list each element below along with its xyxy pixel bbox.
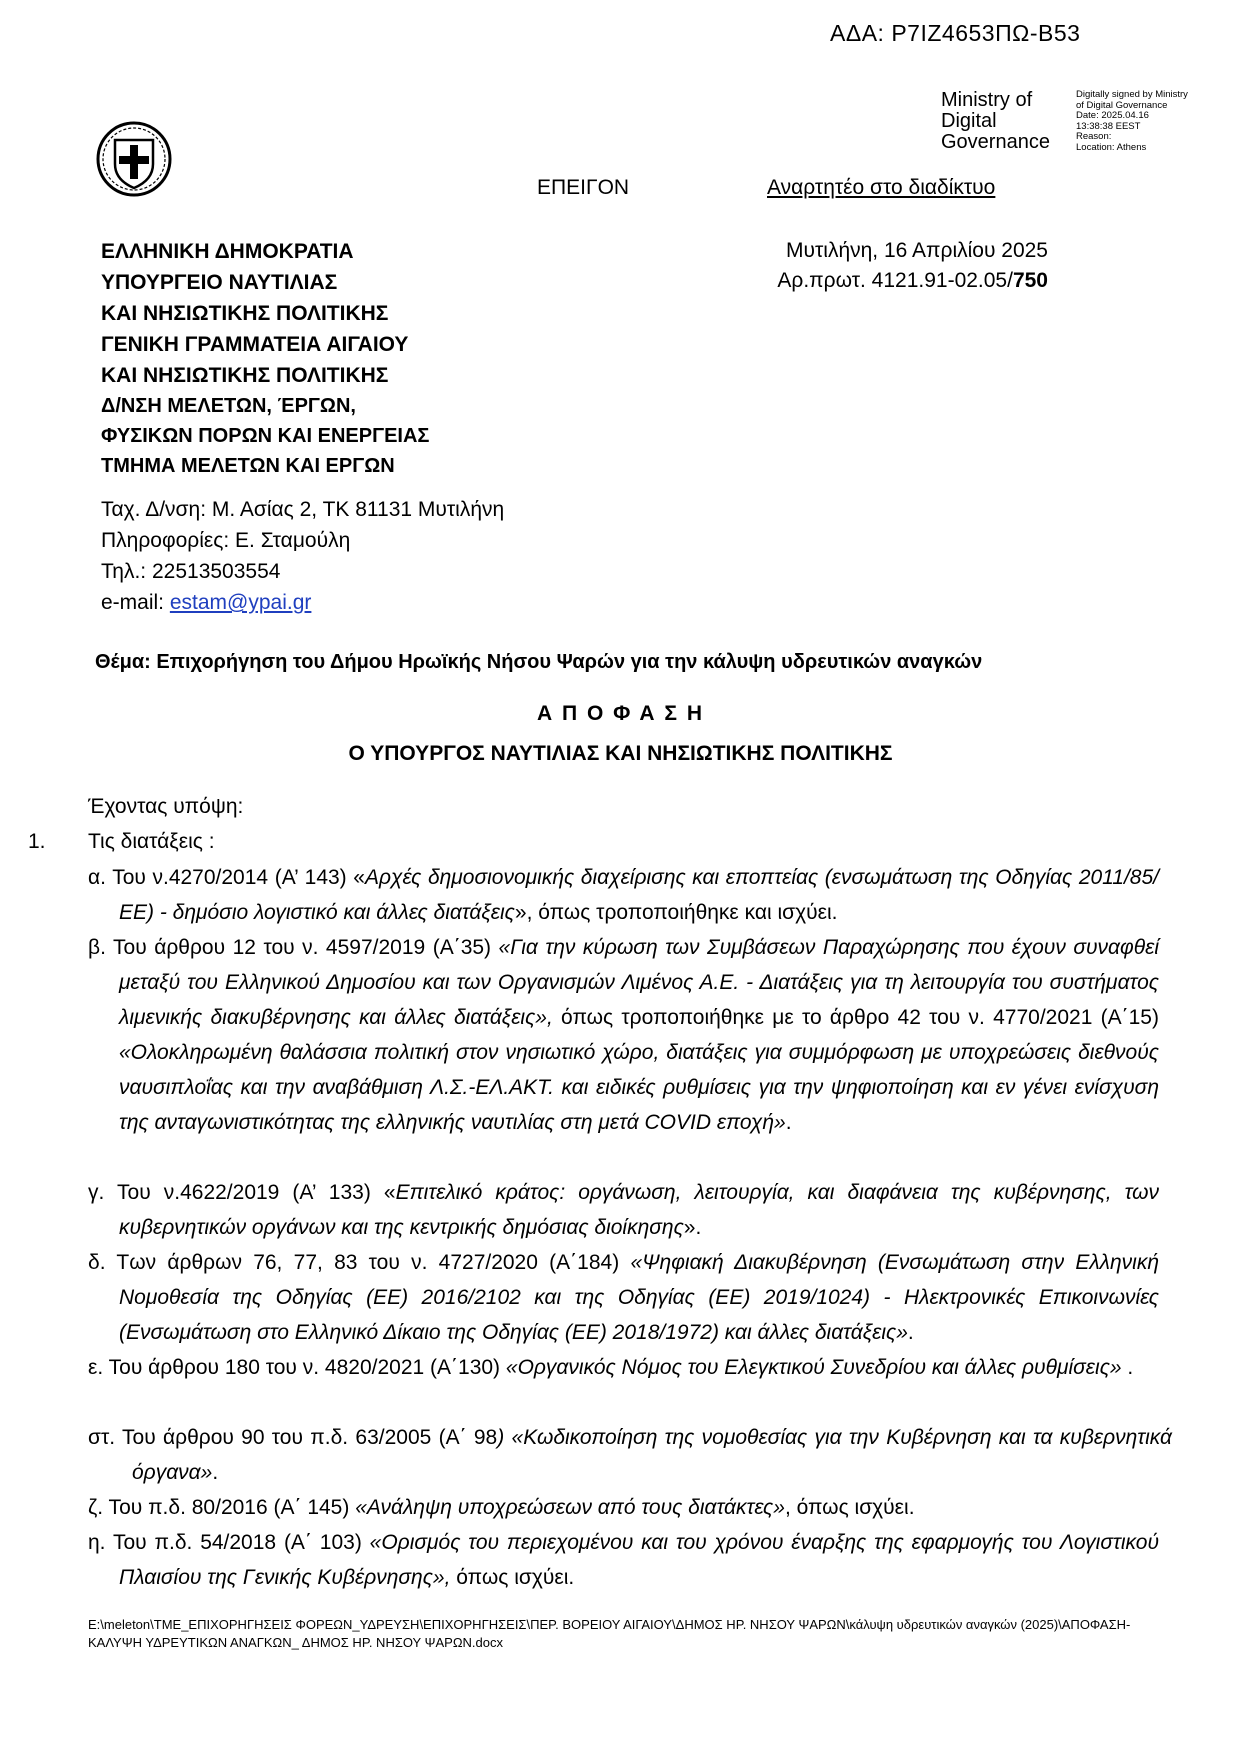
org-line: ΥΠΟΥΡΓΕΙΟ ΝΑΥΤΙΛΙΑΣ [101,271,338,294]
item-b-middle: όπως τροποποιήθηκε με το άρθρο 42 του ν. 4770/2021 (Α΄15) [552,1006,1159,1029]
item-text: Τις διατάξεις : [88,830,215,853]
item-c-prefix: γ. Του ν.4622/2019 (Α’ 133) « [88,1181,396,1204]
ada-code: ΑΔΑ: Ρ7ΙΖ4653ΠΩ-Β53 [830,20,1081,46]
address-line: Ταχ. Δ/νση: Μ. Ασίας 2, ΤΚ 81131 Μυτιλήνη [101,498,505,521]
ministry-signature-label [941,90,1050,153]
item-h-title: «Ορισμός του περιεχομένου και του χρόνου έναρξης της εφαρμογής του Λογιστικού Πλαισίου της Γενικής Κυβέρνησης», [119,1531,1159,1589]
item-h-prefix: η. Του π.δ. 54/2018 (Α΄ 103) [88,1531,370,1554]
item-st-prefix: στ. Του άρθρου 90 του π.δ. 63/2005 (Α΄ 98 [88,1426,498,1449]
item-e-prefix: ε. Του άρθρου 180 του ν. 4820/2021 (Α΄130) [88,1356,506,1379]
contact-block [101,494,504,618]
item-b-prefix: β. Του άρθρου 12 του ν. 4597/2019 (Α΄35) [88,936,499,959]
item-a [88,860,1159,930]
item-st-title: ) «Κωδικοποίηση της νομοθεσίας για την Κυβέρνηση και τα κυβερνητικά όργανα» [132,1426,1173,1484]
signature-line: Reason: [1076,131,1112,142]
signature-line: 13:38:38 EEST [1076,120,1141,132]
item-z-suffix: , όπως ισχύει. [784,1496,915,1519]
protocol-prefix: Αρ.πρωτ. 4121.91-02.05/ [777,269,1013,292]
item-b-suffix: . [785,1111,792,1134]
signature-line: Digitally signed by Ministry [1076,89,1188,100]
ministry-line: Digital [941,110,997,132]
item-d-title: «Ψηφιακή Διακυβέρνηση (Ενσωμάτωση στην Ελληνική Νομοθεσία της Οδηγίας (ΕΕ) 2016/2102 και της Οδηγίας (ΕΕ) 2019/1024) - Ηλεκτρονικές Επικοινωνίες (Ενσωμάτωση στο Ελληνικό Δίκαιο της Οδηγίας (ΕΕ) 2018/1972) και άλλες διατάξεις» [119,1251,1159,1344]
ministry-line: Governance [941,131,1050,153]
organization-block [101,236,429,481]
email-line [101,587,504,618]
item-st-suffix: . [212,1461,219,1484]
item-b-title-2: «Ολοκληρωμένη θαλάσσια πολιτική στον νησιωτικό χώρο, διατάξεις για συμμόρφωση με υποχρεώσεις διεθνούς ναυσιπλοΐας και την αναβάθμιση Λ.Σ.-ΕΛ.ΑΚΤ. και ειδικές ρυθμίσεις για την ψηφιοποίηση και εν γένει ενίσχυση της ανταγωνιστικότητας της ελληνικής ναυτιλίας στη μετά COVID εποχή» [119,1041,1159,1134]
signature-line: Location: Athens [1076,141,1147,153]
digital-signature-block [1076,90,1188,153]
subject-line: Θέμα: Επιχορήγηση του Δήμου Ηρωϊκής Νήσου Ψαρών για την κάλυψη υδρευτικών αναγκών [95,651,983,673]
file-path-footer: E:\meleton\ΤΜΕ_ΕΠΙΧΟΡΗΓΗΣΕΙΣ ΦΟΡΕΩΝ_ΥΔΡΕΥΣΗ\ΕΠΙΧΟΡΗΓΗΣΕΙΣ\ΠΕΡ. ΒΟΡΕΙΟΥ ΑΙΓΑΙΟΥ\ΔΗΜΟΣ ΗΡ. ΝΗΣΟΥ ΨΑΡΩΝ\κάλυψη υδρευτικών αναγκών (2025)\ΑΠΟΦΑΣΗ-ΚΑΛΥΨΗ ΥΔΡΕΥΤΙΚΩΝ ΑΝΑΓΚΩΝ_ ΔΗΜΟΣ ΗΡ. ΝΗΣΟΥ ΨΑΡΩΝ.docx [88,1617,1131,1650]
item-z-title: «Ανάληψη υποχρεώσεων από τους διατάκτες» [355,1496,785,1519]
org-line: ΚΑΙ ΝΗΣΙΩΤΙΚΗΣ ΠΟΛΙΤΙΚΗΣ [101,364,389,387]
signature-line: of Digital Governance [1076,99,1168,111]
info-line: Πληροφορίες: Ε. Σταμούλη [101,529,351,552]
ministry-line: Ministry of [941,89,1033,111]
minister-title: Ο ΥΠΟΥΡΓΟΣ ΝΑΥΤΙΛΙΑΣ ΚΑΙ ΝΗΣΙΩΤΙΚΗΣ ΠΟΛΙΤΙΚΗΣ [348,742,893,765]
org-line: ΕΛΛΗΝΙΚΗ ΔΗΜΟΚΡΑΤΙΑ [101,240,354,263]
item-c [88,1175,1159,1245]
greek-emblem-icon [93,118,175,200]
item-h-suffix: όπως ισχύει. [450,1566,575,1589]
item-z-prefix: ζ. Του π.δ. 80/2016 (Α΄ 145) [88,1496,356,1519]
org-line: ΓΕΝΙΚΗ ΓΡΑΜΜΑΤΕΙΑ ΑΙΓΑΙΟΥ [101,333,409,356]
item-number: 1. [28,830,46,853]
urgent-label: ΕΠΕΙΓΟΝ [537,176,630,199]
signature-line: Date: 2025.04.16 [1076,110,1149,121]
considering-label: Έχοντας υπόψη: [88,795,244,818]
date-protocol-block [740,236,1048,296]
phone-line: Τηλ.: 22513503554 [101,560,281,583]
item-b [88,930,1159,1140]
dept-line: ΤΜΗΜΑ ΜΕΛΕΤΩΝ ΚΑΙ ΕΡΓΩΝ [101,455,395,477]
item-a-prefix: α. Του ν.4270/2014 (Α’ 143) « [88,866,365,889]
email-link[interactable]: estam@ypai.gr [169,591,312,614]
item-a-suffix: », όπως τροποποιήθηκε και ισχύει. [514,901,838,924]
dept-line: Δ/ΝΣΗ ΜΕΛΕΤΩΝ, ΈΡΓΩΝ, [101,395,356,417]
item-c-suffix: ». [683,1216,702,1239]
email-label: e-mail: [101,591,170,614]
item-c-title: Επιτελικό κράτος: οργάνωση, λειτουργία, και διαφάνεια της κυβέρνησης, των κυβερνητικών οργάνων και της κεντρικής δημόσιας διοίκησης [119,1181,1159,1239]
item-h [88,1525,1159,1595]
item-e-suffix: . [1121,1356,1134,1379]
item-st [88,1420,1172,1490]
protocol-line [740,266,1048,296]
decision-title: Α Π Ο Φ Α Σ Η [536,702,705,725]
item-d-suffix: . [907,1321,914,1344]
item-d-prefix: δ. Των άρθρων 76, 77, 83 του ν. 4727/2020 (Α΄184) [88,1251,631,1274]
list-item-1 [28,830,215,854]
item-d [88,1245,1159,1350]
date-line: Μυτιλήνη, 16 Απριλίου 2025 [786,239,1048,262]
dept-line: ΦΥΣΙΚΩΝ ΠΟΡΩΝ ΚΑΙ ΕΝΕΡΓΕΙΑΣ [101,425,430,447]
protocol-number: 750 [1012,269,1048,292]
item-z [88,1490,1159,1525]
post-online-label: Αναρτητέο στο διαδίκτυο [767,176,996,199]
org-line: ΚΑΙ ΝΗΣΙΩΤΙΚΗΣ ΠΟΛΙΤΙΚΗΣ [101,302,389,325]
item-e [88,1350,1159,1385]
item-b-title-1: «Για την κύρωση των Συμβάσεων Παραχώρησης που έχουν συναφθεί μεταξύ του Ελληνικού Δημοσίου και των Οργανισμών Λιμένος Α.Ε. - Διατάξεις για τη λειτουργία του συστήματος λιμενικής διακυβέρνησης και άλλες διατάξεις», [119,936,1159,1029]
item-e-title: «Οργανικός Νόμος του Ελεγκτικού Συνεδρίου και άλλες ρυθμίσεις» [505,1356,1122,1379]
item-a-title: Αρχές δημοσιονομικής διαχείρισης και εποπτείας (ενσωμάτωση της Οδηγίας 2011/85/ΕΕ) - δημόσιο λογιστικό και άλλες διατάξεις [119,866,1160,924]
